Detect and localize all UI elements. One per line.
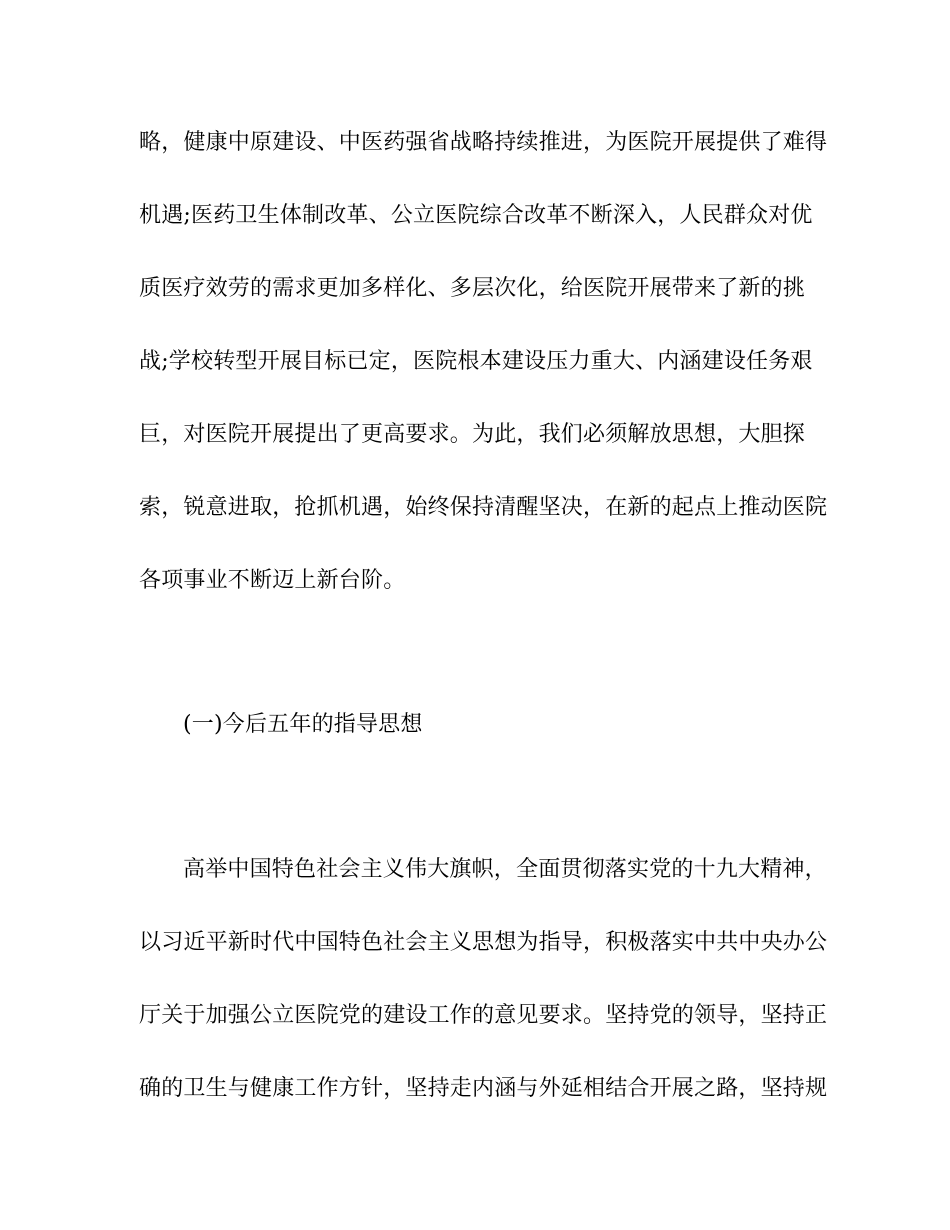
- paragraph-line: 确的卫生与健康工作方针，坚持走内涵与外延相结合开展之路，坚持规: [139, 1076, 828, 1101]
- paragraph-line: 质医疗效劳的需求更加多样化、多层次化，给医院开展带来了新的挑: [139, 276, 806, 301]
- paragraph-line: 巨，对医院开展提出了更高要求。为此，我们必须解放思想，大胆探: [139, 422, 806, 447]
- paragraph-line: 索，锐意进取，抢抓机遇，始终保持清醒坚决，在新的起点上推动医院: [139, 495, 828, 520]
- section-heading: (一)今后五年的指导思想: [183, 712, 423, 737]
- paragraph-line: 机遇;医药卫生体制改革、公立医院综合改革不断深入，人民群众对优: [139, 203, 813, 228]
- paragraph-line: 以习近平新时代中国特色社会主义思想为指导，积极落实中共中央办公: [139, 930, 828, 955]
- paragraph-line: 各项事业不断迈上新台阶。: [139, 568, 406, 593]
- paragraph-line: 高举中国特色社会主义伟大旗帜，全面贯彻落实党的十九大精神，: [183, 857, 827, 882]
- paragraph-line: 战;学校转型开展目标已定，医院根本建设压力重大、内涵建设任务艰: [139, 349, 813, 374]
- paragraph-line: 略，健康中原建设、中医药强省战略持续推进，为医院开展提供了难得: [139, 130, 828, 155]
- paragraph-line: 厅关于加强公立医院党的建设工作的意见要求。坚持党的领导，坚持正: [139, 1003, 828, 1028]
